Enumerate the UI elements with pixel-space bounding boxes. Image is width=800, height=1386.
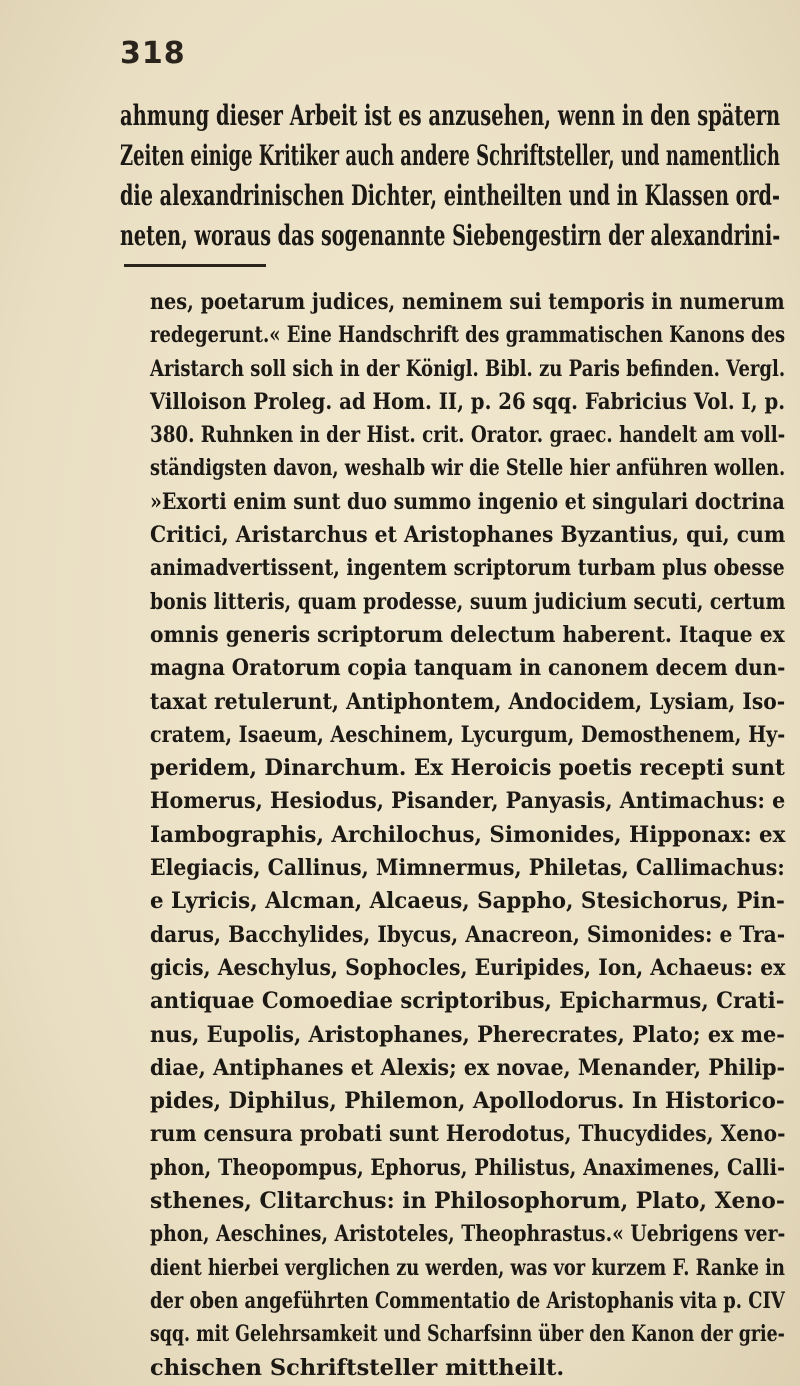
- footnote-line: »Exorti enim sunt duo summo ingenio et singulari doctrina: [150, 488, 785, 515]
- footnote-line: taxat retulerunt, Antiphontem, Andocidem, Lysiam, Iso-: [150, 688, 786, 715]
- footnote-line: dient hierbei verglichen zu werden, was vor kurzem F. Ranke in: [150, 1254, 785, 1281]
- footnote-line: animadvertissent, ingentem scriptorum turbam plus obesse: [150, 555, 785, 582]
- footnote-line: der oben angeführten Commentatio de Aristophanis vita p. CIV: [150, 1287, 785, 1314]
- footnote-line: Homerus, Hesiodus, Pisander, Panyasis, Antimachus: e: [150, 788, 786, 815]
- main-text-line: die alexandrinischen Dichter, eintheilten und in Klassen ord-: [120, 179, 780, 212]
- footnote-block: [150, 286, 785, 1385]
- footnote-line: e Lyricis, Alcman, Alcaeus, Sappho, Stesichorus, Pin-: [150, 888, 785, 915]
- footnote-line: omnis generis scriptorum delectum haberent. Itaque ex: [150, 621, 785, 648]
- footnote-line: Aristarch soll sich in der Königl. Bibl. zu Paris befinden. Vergl.: [150, 355, 786, 382]
- main-text-line: ahmung dieser Arbeit ist es anzusehen, wenn in den spätern: [120, 99, 781, 132]
- footnote-line: nes, poetarum judices, neminem sui temporis in numerum: [150, 289, 785, 315]
- main-text-block: [120, 96, 780, 256]
- footnote-line: darus, Bacchylides, Ibycus, Anacreon, Simonides: e Tra-: [150, 921, 786, 948]
- footnote-line: antiquae Comoediae scriptoribus, Epicharmus, Crati-: [150, 988, 785, 1015]
- footnote-line: gicis, Aeschylus, Sophocles, Euripides, Ion, Achaeus: ex: [150, 954, 786, 981]
- main-text-line: neten, woraus das sogenannte Siebengestirn der alexandrini-: [120, 219, 781, 252]
- footnote-line: Villoison Proleg. ad Hom. II, p. 26 sqq. Fabricius Vol. I, p.: [150, 388, 786, 415]
- footnote-line: cratem, Isaeum, Aeschinem, Lycurgum, Demosthenem, Hy-: [150, 721, 786, 748]
- footnote-line: nus, Eupolis, Aristophanes, Pherecrates, Plato; ex me-: [150, 1021, 785, 1048]
- footnote-line: magna Oratorum copia tanquam in canonem decem dun-: [150, 655, 786, 682]
- footnote-line: pides, Diphilus, Philemon, Apollodorus. In Historico-: [150, 1088, 785, 1115]
- footnote-line: rum censura probati sunt Herodotus, Thucydides, Xeno-: [150, 1121, 786, 1148]
- footnote-line: ständigsten davon, weshalb wir die Stelle hier anführen wollen.: [150, 455, 786, 482]
- footnote-line: Elegiacis, Callinus, Mimnermus, Philetas, Callimachus:: [150, 855, 785, 882]
- footnote-line: 380. Ruhnken in der Hist. crit. Orator. graec. handelt am voll-: [150, 422, 786, 449]
- page-number: 318: [120, 36, 186, 71]
- footnote-line: chischen Schriftsteller mittheilt.: [150, 1354, 565, 1381]
- footnote-line: Iambographis, Archilochus, Simonides, Hipponax: ex: [150, 821, 786, 848]
- footnote-line: phon, Theopompus, Ephorus, Philistus, Anaximenes, Calli-: [150, 1154, 785, 1181]
- footnote-line: peridem, Dinarchum. Ex Heroicis poetis recepti sunt: [150, 755, 785, 782]
- footnote-separator-rule: [124, 264, 266, 267]
- footnote-line: bonis litteris, quam prodesse, suum judicium secuti, certum: [150, 588, 786, 615]
- footnote-line: phon, Aeschines, Aristoteles, Theophrastus.« Uebrigens ver-: [150, 1221, 786, 1248]
- footnote-line: sqq. mit Gelehrsamkeit und Scharfsinn über den Kanon der grie-: [150, 1321, 785, 1348]
- main-text-line: Zeiten einige Kritiker auch andere Schriftsteller, und namentlich: [120, 139, 780, 172]
- footnote-line: sthenes, Clitarchus: in Philosophorum, Plato, Xeno-: [150, 1188, 785, 1215]
- footnote-line: diae, Antiphanes et Alexis; ex novae, Menander, Philip-: [150, 1054, 786, 1081]
- footnote-line: Critici, Aristarchus et Aristophanes Byzantius, qui, cum: [150, 522, 786, 549]
- footnote-line: redegerunt.« Eine Handschrift des grammatischen Kanons des: [150, 322, 786, 349]
